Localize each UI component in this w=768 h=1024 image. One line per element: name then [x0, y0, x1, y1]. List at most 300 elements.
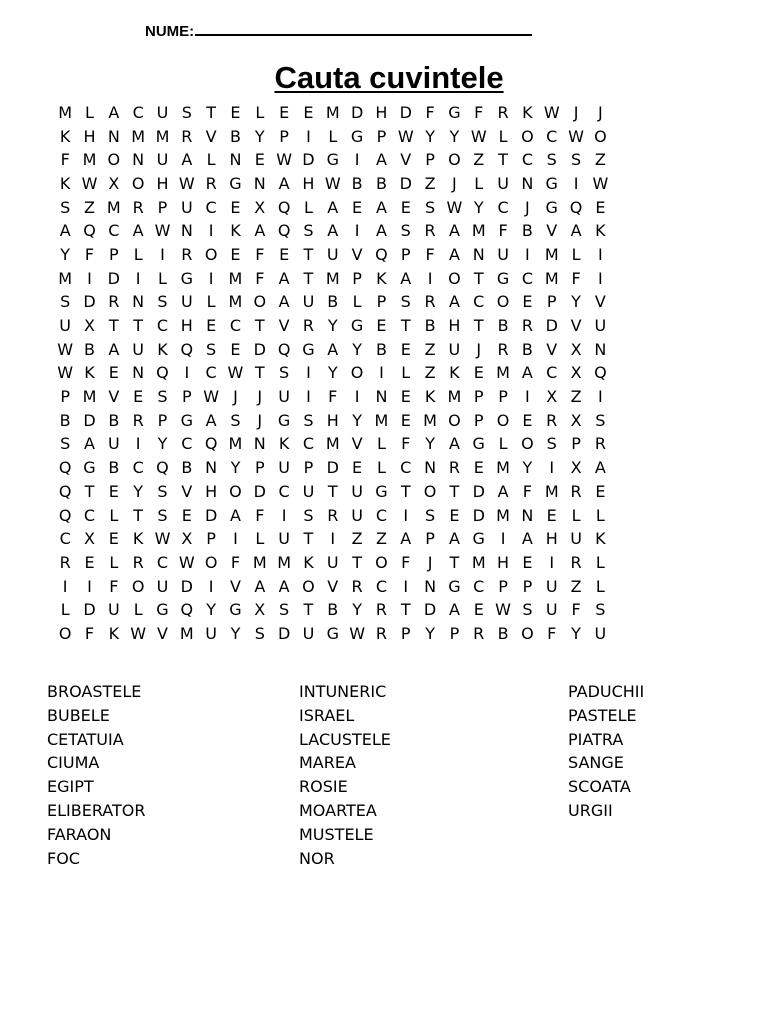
grid-letter: Y: [133, 481, 144, 501]
grid-letter: S: [303, 221, 314, 241]
grid-letter: Y: [425, 623, 435, 643]
word-list-item: BUBELE: [47, 705, 110, 725]
grid-letter: T: [303, 244, 314, 264]
grid-letter: H: [545, 529, 558, 549]
grid-letter: E: [546, 505, 557, 525]
word-list-item: PIATRA: [568, 729, 624, 749]
grid-letter: M: [544, 244, 559, 264]
grid-letter: G: [83, 458, 96, 478]
grid-letter: P: [498, 576, 508, 596]
grid-letter: I: [62, 576, 68, 596]
grid-letter: A: [108, 339, 120, 359]
grid-letter: M: [131, 126, 146, 146]
grid-row: [53, 314, 725, 338]
grid-letter: T: [473, 268, 484, 288]
word-list-item: ELIBERATOR: [47, 800, 146, 820]
grid-letter: O: [423, 481, 437, 501]
grid-letter: O: [521, 126, 534, 146]
grid-letter: V: [570, 316, 582, 336]
grid-letter: E: [84, 552, 95, 572]
grid-letter: I: [379, 363, 384, 383]
grid-letter: S: [279, 363, 290, 383]
grid-letter: Y: [230, 623, 241, 643]
page-title: [0, 60, 768, 96]
grid-letter: M: [82, 150, 97, 170]
grid-letter: U: [351, 481, 363, 501]
grid-letter: B: [521, 221, 533, 241]
grid-letter: I: [403, 505, 409, 525]
grid-letter: U: [594, 623, 607, 643]
grid-letter: Y: [473, 197, 484, 217]
grid-letter: A: [497, 481, 509, 501]
grid-letter: X: [108, 173, 120, 193]
grid-letter: O: [131, 173, 145, 193]
word-list-column-2: [299, 680, 391, 870]
grid-letter: P: [181, 387, 192, 407]
grid-letter: Y: [157, 434, 168, 454]
grid-letter: E: [108, 529, 119, 549]
grid-letter: X: [84, 316, 95, 336]
grid-letter: X: [570, 410, 582, 430]
grid-letter: I: [427, 268, 433, 288]
grid-letter: P: [473, 410, 484, 430]
grid-letter: D: [472, 481, 485, 501]
grid-letter: T: [449, 552, 460, 572]
grid-letter: F: [425, 102, 435, 122]
grid-letter: J: [525, 197, 530, 217]
grid-letter: W: [227, 363, 244, 383]
grid-letter: G: [180, 268, 193, 288]
grid-letter: E: [108, 363, 119, 383]
grid-letter: F: [84, 623, 95, 643]
grid-letter: R: [497, 102, 509, 122]
grid-letter: U: [302, 623, 315, 643]
grid-letter: Q: [277, 339, 291, 359]
grid-letter: L: [571, 505, 581, 525]
name-label: NUME:: [145, 23, 195, 40]
grid-letter: P: [157, 197, 168, 217]
grid-letter: L: [376, 458, 386, 478]
grid-letter: Y: [327, 363, 338, 383]
grid-letter: K: [132, 529, 144, 549]
word-list-item: MOARTEA: [299, 800, 377, 820]
grid-letter: J: [452, 173, 457, 193]
word-list-item: MUSTELE: [299, 824, 374, 844]
grid-letter: B: [108, 458, 120, 478]
grid-letter: R: [497, 339, 509, 359]
grid-letter: I: [306, 126, 311, 146]
grid-letter: D: [253, 481, 266, 501]
grid-letter: Q: [277, 197, 291, 217]
grid-letter: O: [350, 363, 364, 383]
grid-letter: E: [230, 244, 241, 264]
grid-letter: L: [401, 363, 411, 383]
grid-letter: I: [500, 529, 506, 549]
grid-letter: P: [352, 268, 362, 288]
grid-letter: L: [595, 552, 605, 572]
grid-letter: W: [543, 102, 560, 122]
grid-letter: I: [208, 221, 214, 241]
grid-letter: W: [592, 173, 609, 193]
grid-letter: I: [208, 268, 214, 288]
grid-letter: V: [278, 316, 290, 336]
grid-letter: G: [229, 173, 242, 193]
grid-letter: E: [400, 197, 411, 217]
grid-letter: K: [278, 434, 290, 454]
grid-letter: U: [497, 173, 509, 193]
grid-letter: K: [424, 387, 436, 407]
grid-letter: X: [181, 529, 193, 549]
word-list-item: CETATUIA: [47, 729, 124, 749]
grid-letter: F: [474, 102, 484, 122]
grid-letter: S: [400, 221, 411, 241]
grid-letter: Y: [206, 600, 217, 620]
grid-letter: A: [375, 221, 387, 241]
grid-letter: E: [352, 197, 363, 217]
grid-letter: M: [544, 481, 559, 501]
grid-letter: S: [157, 292, 168, 312]
grid-letter: P: [206, 529, 216, 549]
grid-row: [53, 243, 725, 267]
grid-letter: U: [180, 292, 193, 312]
grid-letter: S: [157, 387, 168, 407]
grid-letter: E: [449, 505, 460, 525]
grid-letter: T: [133, 316, 144, 336]
word-list-item: FOC: [47, 848, 80, 868]
grid-letter: G: [472, 529, 485, 549]
grid-letter: G: [156, 600, 169, 620]
grid-row: [53, 527, 725, 551]
grid-letter: S: [206, 339, 217, 359]
grid-letter: R: [132, 410, 144, 430]
grid-letter: C: [156, 316, 169, 336]
grid-letter: T: [473, 316, 484, 336]
grid-letter: M: [374, 410, 389, 430]
grid-letter: L: [206, 150, 216, 170]
grid-letter: G: [496, 268, 510, 288]
grid-letter: W: [154, 221, 171, 241]
grid-letter: T: [303, 600, 314, 620]
grid-letter: Q: [58, 481, 72, 501]
grid-letter: B: [181, 458, 193, 478]
grid-letter: F: [109, 576, 119, 596]
grid-letter: A: [570, 221, 582, 241]
grid-letter: E: [400, 339, 411, 359]
grid-letter: P: [522, 576, 533, 596]
grid-letter: M: [447, 387, 462, 407]
grid-letter: I: [573, 173, 579, 193]
grid-letter: U: [326, 552, 339, 572]
grid-letter: R: [59, 552, 71, 572]
grid-letter: F: [328, 387, 338, 407]
grid-letter: Y: [571, 623, 581, 643]
grid-letter: Z: [424, 363, 436, 383]
grid-letter: Y: [60, 244, 71, 264]
grid-letter: U: [156, 150, 169, 170]
grid-letter: T: [352, 552, 362, 572]
grid-letter: P: [449, 623, 460, 643]
grid-letter: A: [254, 576, 266, 596]
grid-letter: S: [303, 410, 314, 430]
grid-letter: B: [521, 339, 533, 359]
grid-letter: R: [181, 126, 193, 146]
grid-letter: F: [255, 268, 265, 288]
grid-letter: X: [546, 387, 558, 407]
grid-letter: C: [302, 434, 315, 454]
grid-row: [53, 433, 725, 457]
grid-letter: X: [570, 339, 582, 359]
grid-letter: R: [375, 623, 387, 643]
grid-letter: U: [59, 316, 72, 336]
grid-letter: G: [180, 410, 193, 430]
grid-letter: I: [87, 268, 92, 288]
grid-letter: S: [522, 600, 533, 620]
grid-letter: A: [278, 268, 290, 288]
grid-letter: Y: [425, 126, 435, 146]
grid-letter: G: [326, 623, 339, 643]
grid-letter: Z: [375, 529, 387, 549]
grid-letter: R: [424, 292, 436, 312]
grid-letter: S: [157, 481, 168, 501]
grid-letter: S: [303, 505, 314, 525]
grid-letter: G: [472, 434, 485, 454]
grid-letter: J: [476, 339, 482, 359]
grid-letter: P: [279, 126, 289, 146]
grid-letter: S: [425, 505, 436, 525]
word-list-item: ROSIE: [299, 777, 348, 797]
grid-letter: L: [255, 529, 265, 549]
grid-letter: F: [425, 244, 435, 264]
grid-letter: A: [278, 576, 290, 596]
grid-letter: E: [595, 481, 606, 501]
word-search-grid: [53, 101, 725, 646]
grid-letter: E: [400, 387, 411, 407]
grid-letter: W: [57, 363, 74, 383]
grid-letter: U: [278, 387, 290, 407]
grid-letter: F: [401, 434, 411, 454]
grid-letter: N: [424, 458, 437, 478]
grid-letter: U: [156, 102, 169, 122]
grid-letter: Z: [424, 173, 436, 193]
grid-letter: G: [302, 339, 315, 359]
grid-letter: V: [229, 576, 241, 596]
grid-letter: Q: [156, 363, 169, 383]
grid-letter: I: [135, 268, 141, 288]
grid-letter: L: [498, 126, 508, 146]
grid-letter: C: [400, 458, 412, 478]
grid-letter: M: [325, 102, 340, 122]
grid-letter: M: [423, 410, 437, 430]
grid-letter: V: [327, 576, 339, 596]
grid-letter: C: [205, 363, 217, 383]
grid-letter: S: [595, 600, 606, 620]
grid-letter: T: [327, 481, 338, 501]
grid-letter: T: [133, 505, 144, 525]
grid-letter: G: [448, 576, 461, 596]
grid-letter: H: [375, 102, 388, 122]
grid-letter: R: [375, 600, 387, 620]
grid-letter: Q: [58, 458, 72, 478]
grid-letter: T: [400, 600, 411, 620]
grid-letter: S: [400, 292, 411, 312]
grid-letter: C: [229, 316, 242, 336]
grid-letter: V: [594, 292, 606, 312]
word-list-item: CIUMA: [47, 753, 100, 773]
grid-letter: Y: [230, 458, 241, 478]
grid-letter: W: [397, 126, 414, 146]
grid-letter: A: [327, 221, 339, 241]
grid-letter: B: [84, 339, 95, 359]
grid-row: [53, 291, 725, 315]
grid-letter: E: [181, 505, 192, 525]
grid-letter: R: [594, 434, 606, 454]
grid-letter: J: [233, 387, 238, 407]
grid-letter: M: [496, 505, 510, 525]
grid-letter: I: [598, 387, 603, 407]
word-list-item: INTUNERIC: [299, 682, 387, 701]
grid-letter: W: [276, 150, 293, 170]
grid-letter: E: [595, 197, 606, 217]
grid-letter: V: [157, 623, 168, 643]
grid-letter: C: [521, 150, 533, 170]
grid-row: [53, 219, 725, 243]
grid-letter: O: [521, 434, 534, 454]
grid-letter: F: [522, 481, 532, 501]
grid-letter: O: [131, 576, 145, 596]
grid-letter: S: [230, 410, 241, 430]
grid-letter: L: [255, 102, 265, 122]
grid-letter: Y: [352, 410, 362, 430]
grid-row: [53, 196, 725, 220]
grid-letter: I: [306, 387, 311, 407]
grid-letter: U: [107, 600, 120, 620]
grid-letter: Y: [352, 600, 362, 620]
grid-letter: W: [57, 339, 74, 359]
grid-row: [53, 101, 725, 125]
grid-letter: T: [498, 150, 508, 170]
grid-letter: M: [325, 268, 340, 288]
grid-letter: F: [547, 623, 557, 643]
grid-letter: R: [473, 623, 485, 643]
grid-letter: E: [133, 387, 144, 407]
grid-letter: L: [158, 268, 167, 288]
grid-letter: V: [546, 339, 558, 359]
grid-letter: F: [571, 600, 581, 620]
grid-letter: V: [108, 387, 120, 407]
grid-letter: L: [303, 197, 313, 217]
grid-letter: C: [59, 529, 71, 549]
grid-letter: D: [423, 600, 437, 620]
word-list-item: BROASTELE: [47, 682, 142, 701]
grid-letter: L: [498, 434, 508, 454]
grid-letter: L: [206, 292, 216, 312]
grid-letter: F: [401, 552, 411, 572]
grid-letter: K: [157, 339, 168, 359]
grid-letter: P: [108, 244, 119, 264]
grid-letter: A: [59, 221, 71, 241]
grid-letter: K: [84, 363, 95, 383]
grid-letter: K: [522, 102, 533, 122]
name-blank-field: [195, 22, 532, 36]
grid-letter: U: [180, 197, 193, 217]
grid-letter: I: [208, 576, 214, 596]
grid-letter: O: [302, 576, 315, 596]
grid-letter: S: [157, 505, 168, 525]
grid-letter: Q: [156, 458, 169, 478]
grid-letter: N: [107, 126, 120, 146]
grid-letter: Z: [570, 387, 582, 407]
grid-letter: N: [472, 244, 485, 264]
grid-letter: J: [427, 552, 433, 572]
grid-letter: J: [257, 410, 263, 430]
grid-letter: A: [400, 268, 412, 288]
grid-letter: C: [156, 552, 169, 572]
grid-letter: Y: [352, 339, 362, 359]
grid-letter: C: [473, 292, 485, 312]
grid-letter: P: [376, 126, 387, 146]
grid-letter: O: [229, 481, 242, 501]
grid-letter: G: [229, 600, 242, 620]
grid-letter: I: [233, 529, 238, 549]
grid-letter: W: [203, 387, 220, 407]
grid-letter: Z: [594, 150, 606, 170]
grid-letter: M: [496, 363, 510, 383]
name-line: [145, 22, 532, 40]
grid-letter: X: [254, 600, 266, 620]
grid-row: [53, 148, 725, 172]
grid-letter: N: [253, 173, 266, 193]
grid-letter: M: [325, 434, 340, 454]
grid-letter: Z: [424, 339, 436, 359]
grid-letter: O: [253, 292, 267, 312]
grid-letter: C: [181, 434, 193, 454]
grid-letter: D: [472, 505, 485, 525]
grid-letter: D: [253, 339, 266, 359]
grid-letter: O: [448, 268, 461, 288]
grid-letter: S: [595, 410, 606, 430]
grid-letter: D: [180, 576, 193, 596]
grid-letter: Q: [180, 600, 194, 620]
grid-letter: N: [205, 458, 218, 478]
grid-letter: E: [206, 316, 217, 336]
grid-letter: Y: [425, 434, 435, 454]
grid-letter: N: [521, 173, 534, 193]
grid-letter: E: [230, 339, 241, 359]
grid-letter: M: [106, 197, 121, 217]
grid-letter: P: [60, 387, 70, 407]
grid-letter: Q: [569, 197, 583, 217]
grid-letter: N: [180, 221, 193, 241]
grid-letter: E: [230, 102, 241, 122]
grid-letter: A: [448, 292, 460, 312]
grid-letter: D: [545, 316, 558, 336]
grid-letter: P: [473, 387, 484, 407]
word-list-item: MAREA: [299, 753, 356, 773]
grid-letter: L: [474, 173, 484, 193]
grid-letter: I: [525, 244, 530, 264]
grid-letter: H: [302, 173, 315, 193]
grid-letter: L: [85, 102, 94, 122]
grid-letter: P: [425, 529, 435, 549]
grid-letter: E: [473, 600, 484, 620]
grid-letter: R: [424, 221, 436, 241]
grid-letter: C: [375, 576, 388, 596]
grid-letter: T: [449, 481, 460, 501]
grid-letter: G: [545, 173, 558, 193]
grid-letter: G: [350, 316, 364, 336]
grid-letter: C: [132, 458, 144, 478]
grid-letter: R: [448, 458, 460, 478]
